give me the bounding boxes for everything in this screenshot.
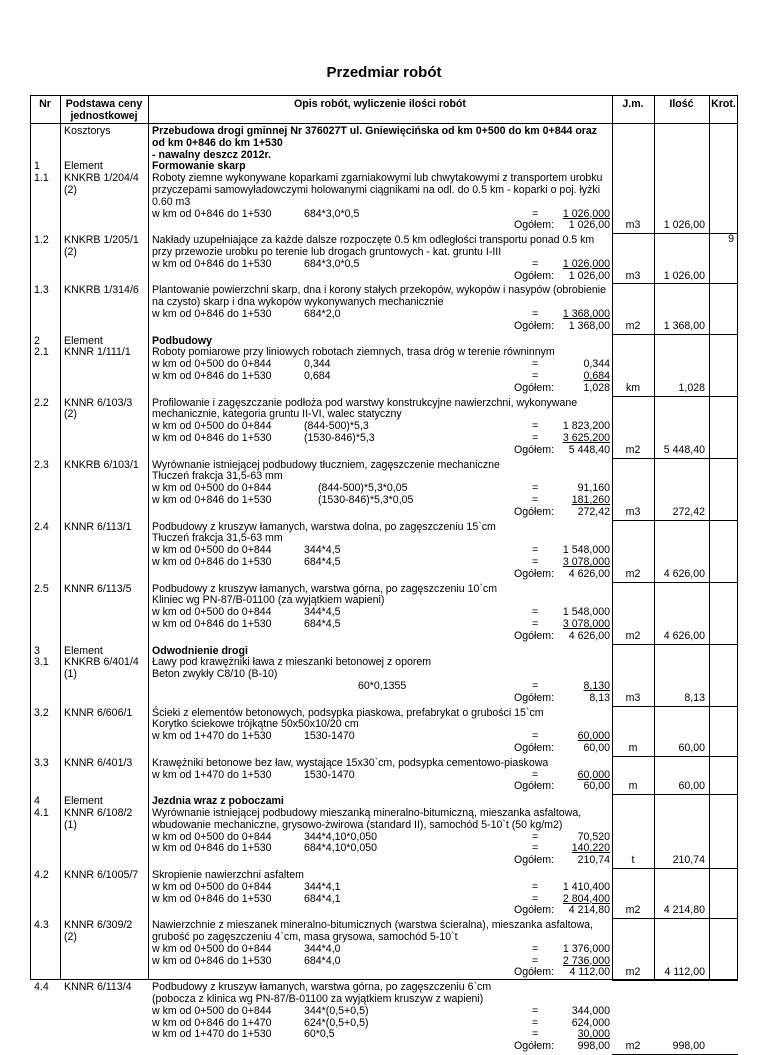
work-description: przy przewozie urobku po terenie lub drogach gruntowych - kat. gruntu I-III bbox=[152, 246, 502, 258]
calc-value: 60,000 bbox=[577, 730, 610, 743]
calc-range: w km od 0+500 do 0+844 bbox=[152, 420, 272, 433]
total-label: Ogółem: bbox=[514, 381, 555, 394]
work-description: wbudowanie mechaniczne, grysowo-żwirowa (standard II), samochód 5-10`t (50 kg/m2) bbox=[152, 818, 563, 831]
basis-code: KNNR 6/108/2 bbox=[64, 807, 133, 819]
quantity: 4 626,00 bbox=[663, 567, 705, 580]
basis-code: (2) bbox=[64, 246, 77, 258]
total-label: Ogółem: bbox=[514, 691, 555, 704]
unit: m bbox=[628, 742, 638, 754]
total-value: 4 112,00 bbox=[569, 966, 610, 979]
row-number: 3.3 bbox=[34, 756, 49, 769]
section-heading: Formowanie skarp bbox=[152, 160, 246, 173]
calc-range: w km od 0+846 do 1+530 bbox=[152, 432, 272, 444]
calc-value: 2 804,400 bbox=[562, 892, 610, 905]
calc-equals: = bbox=[532, 257, 542, 270]
quantity: 60,00 bbox=[678, 780, 705, 793]
calc-formula: 684*4,5 bbox=[304, 556, 341, 568]
work-description: Tłuczeń frakcja 31,5-63 mm bbox=[152, 470, 283, 483]
calc-equals: = bbox=[532, 432, 542, 444]
calc-range: w km od 0+846 do 1+530 bbox=[152, 842, 272, 855]
total-value: 60,00 bbox=[583, 780, 610, 793]
quantity: 1,028 bbox=[678, 381, 705, 394]
calc-equals: = bbox=[532, 420, 542, 433]
total-label: Ogółem: bbox=[514, 904, 555, 917]
header-description: Opis robót, wyliczenie ilości robót bbox=[294, 98, 466, 110]
total-value: 4 626,00 bbox=[568, 629, 610, 642]
total-label: Ogółem: bbox=[514, 966, 555, 979]
total-value: 60,00 bbox=[583, 742, 610, 754]
unit: m3 bbox=[625, 691, 641, 704]
total-value: 1 368,00 bbox=[568, 319, 610, 332]
total-value: 210,74 bbox=[577, 854, 610, 867]
project-title: - nawalny deszcz 2012r. bbox=[152, 148, 271, 161]
row-separator bbox=[612, 706, 738, 707]
total-value: 272,42 bbox=[577, 505, 610, 518]
total-label: Ogółem: bbox=[514, 567, 555, 580]
basis-code: KNNR 6/309/2 bbox=[64, 919, 133, 932]
total-label: Ogółem: bbox=[514, 780, 555, 793]
calc-formula: 344*(0,5+0,5) bbox=[304, 1004, 369, 1017]
header-unit: J.m. bbox=[622, 98, 644, 110]
row-number: 4.2 bbox=[34, 869, 49, 881]
row-number: 2.4 bbox=[34, 520, 49, 533]
total-label: Ogółem: bbox=[514, 742, 555, 754]
calc-equals: = bbox=[532, 544, 542, 557]
basis-code: KNNR 6/113/4 bbox=[64, 981, 132, 994]
row-separator bbox=[612, 520, 738, 521]
total-value: 4 214,80 bbox=[568, 904, 610, 917]
row-number: 2.3 bbox=[34, 458, 49, 471]
calc-value: 30,000 bbox=[577, 1028, 610, 1041]
calc-value: 70,520 bbox=[577, 830, 610, 843]
quantity: 1 026,00 bbox=[663, 269, 705, 282]
quantity: 1 368,00 bbox=[663, 319, 705, 332]
project-title: od km 0+846 do km 1+530 bbox=[152, 136, 283, 149]
calc-value: 2 736,000 bbox=[562, 954, 610, 967]
calc-value: 1 823,200 bbox=[562, 420, 610, 433]
project-title: Przebudowa drogi gminnej Nr 376027T ul. Gniewięcińska od km 0+500 do km 0+844 oraz bbox=[152, 125, 598, 137]
basis-code: KNKRB 6/103/1 bbox=[64, 458, 139, 471]
work-description: Korytko ściekowe trójkątne 50x50x10/20 cm bbox=[152, 718, 359, 731]
unit: m2 bbox=[625, 443, 641, 456]
unit: m2 bbox=[625, 567, 641, 580]
calc-value: 0,344 bbox=[583, 358, 610, 371]
work-description: Nakłady uzupełniające za każde dalsze rozpoczęte 0.5 km odległości transportu ponad 0.5 km bbox=[152, 234, 595, 247]
row-number: 2 bbox=[34, 334, 40, 347]
row-separator bbox=[612, 794, 738, 795]
row-number: 1.3 bbox=[34, 284, 49, 297]
calc-formula: 1530-1470 bbox=[304, 730, 355, 743]
row-separator bbox=[612, 644, 738, 645]
total-value: 5 448,40 bbox=[568, 443, 610, 456]
column-separator bbox=[709, 95, 710, 980]
work-description: Wyrównanie istniejącej podbudowy tłuczniem, zagęszczenie mechaniczne bbox=[152, 458, 500, 471]
header-quantity: Ilość bbox=[669, 98, 694, 110]
row-separator bbox=[612, 582, 738, 583]
basis-code: KNNR 6/113/1 bbox=[64, 520, 132, 533]
section-heading: Podbudowy bbox=[152, 334, 213, 347]
work-description: Tłuczeń frakcja 31,5-63 mm bbox=[152, 532, 283, 545]
unit: m2 bbox=[625, 966, 641, 979]
unit: m2 bbox=[625, 319, 641, 332]
work-description: Nawierzchnie z mieszanek mineralno-bitumicznych (warstwa ścieralna), mieszanka asfaltowa, bbox=[152, 919, 593, 932]
calc-equals: = bbox=[532, 954, 542, 967]
calc-formula: 344*4,0 bbox=[304, 942, 341, 955]
calc-value: 60,000 bbox=[577, 768, 610, 781]
work-description: Krawężniki betonowe bez ław, wystające 15x30`cm, podsypka cementowo-piaskowa bbox=[152, 756, 549, 769]
calc-value: 624,000 bbox=[571, 1016, 610, 1029]
calc-equals: = bbox=[532, 482, 542, 495]
quantity: 1 026,00 bbox=[663, 219, 705, 232]
basis-code: Element bbox=[64, 334, 103, 347]
calc-formula: 684*2,0 bbox=[304, 308, 341, 320]
quantity: 4 112,00 bbox=[664, 966, 705, 979]
work-description: grubość po zagęszczeniu 4`cm, masa grysowa, samochód 5-10`t bbox=[152, 931, 458, 943]
total-label: Ogółem: bbox=[514, 319, 555, 332]
calc-formula: 684*4,10*0,050 bbox=[304, 842, 378, 855]
kosztorys-label: Kosztorys bbox=[64, 125, 111, 137]
basis-code: (2) bbox=[64, 184, 77, 196]
basis-code: (2) bbox=[64, 408, 77, 421]
basis-code: Element bbox=[64, 795, 103, 808]
work-description: (pobocza z klinica wg PN-87/B-01100 za wyjątkiem kruszyw z wapieni) bbox=[152, 993, 484, 1005]
work-description: Wyrównanie istniejącej podbudowy mieszanką mineralno-bitumiczną, mieszanka asfaltowa, bbox=[152, 807, 582, 819]
calc-equals: = bbox=[532, 942, 542, 955]
quantity: 998,00 bbox=[672, 1040, 705, 1053]
unit: m2 bbox=[625, 1040, 641, 1053]
calc-range: w km od 0+846 do 1+530 bbox=[152, 370, 272, 382]
row-number: 4.4 bbox=[34, 981, 49, 994]
calc-range: w km od 0+846 do 1+530 bbox=[152, 892, 272, 905]
row-separator bbox=[612, 334, 738, 335]
calc-equals: = bbox=[532, 830, 542, 843]
calc-equals: = bbox=[532, 680, 542, 692]
row-number: 3.1 bbox=[34, 656, 49, 669]
work-description: Roboty ziemne wykonywane koparkami zgarniakowymi lub chwytakowymi z transportem urobku bbox=[152, 172, 603, 185]
calc-value: 8,130 bbox=[583, 680, 610, 692]
calc-range: w km od 0+846 do 1+530 bbox=[152, 257, 272, 270]
row-number: 2.5 bbox=[34, 582, 49, 595]
calc-formula: 60*0,1355 bbox=[358, 680, 407, 692]
row-separator bbox=[612, 918, 738, 919]
calc-equals: = bbox=[532, 494, 542, 506]
calc-formula: 1530-1470 bbox=[304, 768, 355, 781]
row-number: 2.2 bbox=[34, 396, 49, 409]
calc-range: w km od 0+846 do 1+530 bbox=[152, 308, 272, 320]
calc-range: w km od 1+470 do 1+530 bbox=[152, 768, 272, 781]
total-label: Ogółem: bbox=[514, 854, 555, 867]
work-description: Profilowanie i zagęszczanie podłoża pod warstwy konstrukcyjne nawierzchni, wykonywane bbox=[152, 396, 578, 409]
total-value: 1 026,00 bbox=[568, 219, 610, 232]
unit: m2 bbox=[625, 629, 641, 642]
calc-value: 181,260 bbox=[571, 494, 610, 506]
calc-formula: 344*4,5 bbox=[304, 544, 341, 557]
row-separator bbox=[612, 868, 738, 869]
column-separator bbox=[60, 95, 61, 980]
calc-formula: 624*(0,5+0,5) bbox=[304, 1016, 369, 1029]
calc-formula: 344*4,5 bbox=[304, 606, 341, 619]
calc-range: w km od 1+470 do 1+530 bbox=[152, 1028, 272, 1041]
calc-range: w km od 0+500 do 0+844 bbox=[152, 880, 272, 893]
header-basis: jednostkowej bbox=[70, 110, 138, 122]
page-title: Przedmiar robót bbox=[326, 64, 442, 81]
calc-range: w km od 1+470 do 1+530 bbox=[152, 730, 272, 743]
calc-value: 344,000 bbox=[571, 1004, 610, 1017]
calc-range: w km od 0+846 do 1+530 bbox=[152, 207, 272, 220]
row-number: 1 bbox=[34, 160, 40, 173]
basis-code: Element bbox=[64, 160, 103, 173]
basis-code: KNKRB 1/204/4 bbox=[64, 172, 139, 185]
calc-formula: 0,344 bbox=[304, 358, 331, 371]
work-description: Beton zwykły C8/10 (B-10) bbox=[152, 668, 278, 681]
calc-range: w km od 0+846 do 1+530 bbox=[152, 494, 272, 506]
calc-value: 3 078,000 bbox=[562, 556, 610, 568]
work-description: Kliniec wg PN-87/B-01100 (za wyjątkiem wapieni) bbox=[152, 594, 385, 607]
calc-value: 1 376,000 bbox=[562, 942, 610, 955]
row-separator bbox=[612, 756, 738, 757]
total-label: Ogółem: bbox=[514, 629, 555, 642]
calc-range: w km od 0+500 do 0+844 bbox=[152, 942, 272, 955]
quantity: 4 626,00 bbox=[663, 629, 705, 642]
total-value: 1 026,00 bbox=[568, 269, 610, 282]
row-number: 1.1 bbox=[34, 172, 49, 185]
work-description: Roboty pomiarowe przy liniowych robotach ziemnych, trasa dróg w terenie równinnym bbox=[152, 346, 555, 359]
calc-range: w km od 0+846 do 1+530 bbox=[152, 954, 272, 967]
calc-equals: = bbox=[532, 370, 542, 382]
work-description: Podbudowy z kruszyw łamanych, warstwa górna, po zagęszczeniu 10`cm bbox=[152, 582, 498, 595]
basis-code: KNKRB 6/401/4 bbox=[64, 656, 139, 669]
total-label: Ogółem: bbox=[514, 1040, 555, 1053]
total-label: Ogółem: bbox=[514, 219, 555, 232]
basis-code: KNKRB 1/205/1 bbox=[64, 234, 139, 247]
calc-formula: 684*4,1 bbox=[304, 892, 341, 905]
calc-value: 3 625,200 bbox=[562, 432, 610, 444]
row-number: 3.2 bbox=[34, 706, 49, 719]
calc-range: w km od 0+500 do 0+844 bbox=[152, 358, 272, 371]
calc-range: w km od 0+846 do 1+470 bbox=[152, 1016, 272, 1029]
quantity: 5 448,40 bbox=[663, 443, 705, 456]
calc-value: 1 548,000 bbox=[562, 544, 610, 557]
total-label: Ogółem: bbox=[514, 505, 555, 518]
header-basis: Podstawa ceny bbox=[65, 98, 143, 110]
section-heading: Odwodnienie drogi bbox=[152, 644, 248, 657]
calc-formula: 684*3,0*0,5 bbox=[304, 257, 360, 270]
calc-equals: = bbox=[532, 606, 542, 619]
total-label: Ogółem: bbox=[514, 269, 555, 282]
header-krot: Krot. bbox=[711, 98, 736, 110]
basis-code: (2) bbox=[64, 931, 77, 943]
work-description: 0.60 m3 bbox=[152, 195, 191, 208]
calc-value: 91,160 bbox=[577, 482, 610, 495]
basis-code: KNKRB 1/314/6 bbox=[64, 284, 139, 297]
row-separator bbox=[612, 396, 738, 397]
row-number: 2.1 bbox=[34, 346, 49, 359]
unit: m3 bbox=[625, 219, 641, 232]
basis-code: (1) bbox=[64, 668, 77, 681]
quantity: 60,00 bbox=[678, 742, 705, 754]
total-value: 998,00 bbox=[577, 1040, 610, 1053]
calc-formula: 0,684 bbox=[304, 370, 331, 382]
calc-formula: 344*4,10*0,050 bbox=[304, 830, 378, 843]
row-separator bbox=[612, 283, 738, 284]
calc-range: w km od 0+846 do 1+530 bbox=[152, 556, 272, 568]
calc-equals: = bbox=[532, 358, 542, 371]
work-description: Plantowanie powierzchni skarp, dna i korony stałych przekopów, wykopów i nasypów (obrobienie bbox=[152, 284, 607, 297]
calc-value: 3 078,000 bbox=[562, 618, 610, 630]
calc-value: 1 026,000 bbox=[562, 207, 610, 220]
unit: m2 bbox=[625, 904, 641, 917]
calc-value: 0,684 bbox=[583, 370, 610, 382]
column-separator bbox=[148, 95, 149, 980]
total-label: Ogółem: bbox=[514, 443, 555, 456]
calc-formula: (844-500)*5,3*0,05 bbox=[318, 482, 408, 495]
basis-code: KNNR 1/111/1 bbox=[64, 346, 131, 359]
unit: m bbox=[628, 780, 638, 793]
calc-equals: = bbox=[532, 207, 542, 220]
calc-formula: 60*0,5 bbox=[304, 1028, 335, 1041]
calc-equals: = bbox=[532, 880, 542, 893]
row-number: 4.3 bbox=[34, 919, 49, 932]
calc-value: 1 368,000 bbox=[562, 308, 610, 320]
unit: t bbox=[631, 854, 635, 867]
calc-equals: = bbox=[532, 556, 542, 568]
calc-range: w km od 0+846 do 1+530 bbox=[152, 618, 272, 630]
calc-formula: 684*3,0*0,5 bbox=[304, 207, 360, 220]
header-nr: Nr bbox=[39, 98, 51, 110]
calc-equals: = bbox=[532, 618, 542, 630]
work-description: na czysto) skarp i dna wykopów wykonywanych mechanicznie bbox=[152, 296, 444, 309]
calc-formula: 684*4,0 bbox=[304, 954, 341, 967]
calc-equals: = bbox=[532, 1016, 542, 1029]
work-description: mechanicznie, kategoria gruntu II-VI, walec statyczny bbox=[152, 408, 402, 421]
calc-formula: (1530-846)*5,3*0,05 bbox=[318, 494, 414, 506]
calc-value: 1 410,400 bbox=[562, 880, 610, 893]
basis-code: KNNR 6/606/1 bbox=[64, 706, 133, 719]
basis-code: Element bbox=[64, 644, 103, 657]
unit: m3 bbox=[625, 269, 641, 282]
calc-equals: = bbox=[532, 892, 542, 905]
calc-equals: = bbox=[532, 768, 542, 781]
total-value: 1,028 bbox=[583, 381, 610, 394]
row-number: 1.2 bbox=[34, 234, 49, 247]
header-separator bbox=[30, 123, 738, 124]
row-separator bbox=[612, 458, 738, 459]
work-description: Ławy pod krawężniki ława z mieszanki betonowej z oporem bbox=[152, 656, 432, 669]
calc-range: w km od 0+500 do 0+844 bbox=[152, 606, 272, 619]
calc-formula: 344*4,1 bbox=[304, 880, 341, 893]
work-description: Podbudowy z kruszyw łamanych, warstwa górna, po zagęszczeniu 6`cm bbox=[152, 981, 492, 994]
calc-formula: (1530-846)*5,3 bbox=[304, 432, 375, 444]
calc-value: 140,220 bbox=[571, 842, 610, 855]
work-description: Podbudowy z kruszyw łamanych, warstwa dolna, po zagęszczeniu 15`cm bbox=[152, 520, 496, 533]
work-description: Skropienie nawierzchni asfaltem bbox=[152, 869, 304, 881]
calc-formula: 684*4,5 bbox=[304, 618, 341, 630]
calc-range: w km od 0+500 do 0+844 bbox=[152, 544, 272, 557]
row-number: 3 bbox=[34, 644, 40, 657]
calc-range: w km od 0+500 do 0+844 bbox=[152, 482, 272, 495]
quantity: 210,74 bbox=[672, 854, 705, 867]
work-description: przyczepami samowyładowczymi holowanymi ciągnikami na odl. do 0.5 km - koparki o poj. łyżki bbox=[152, 184, 601, 196]
calc-equals: = bbox=[532, 1028, 542, 1041]
calc-equals: = bbox=[532, 730, 542, 743]
calc-formula: (844-500)*5,3 bbox=[304, 420, 369, 433]
basis-code: KNNR 6/1005/7 bbox=[64, 869, 139, 881]
basis-code: KNNR 6/113/5 bbox=[64, 582, 132, 595]
unit: m3 bbox=[625, 505, 641, 518]
row-number: 4.1 bbox=[34, 807, 49, 819]
row-number: 4 bbox=[34, 795, 40, 808]
calc-value: 1 026,000 bbox=[562, 257, 610, 270]
quantity: 4 214,80 bbox=[663, 904, 705, 917]
calc-equals: = bbox=[532, 842, 542, 855]
quantity: 272,42 bbox=[672, 505, 705, 518]
quantity: 8,13 bbox=[684, 691, 705, 704]
total-value: 4 626,00 bbox=[568, 567, 610, 580]
calc-equals: = bbox=[532, 1004, 542, 1017]
calc-value: 1 548,000 bbox=[562, 606, 610, 619]
unit: km bbox=[625, 381, 641, 394]
krot-value: 9 bbox=[728, 233, 734, 246]
calc-range: w km od 0+500 do 0+844 bbox=[152, 830, 272, 843]
total-value: 8,13 bbox=[589, 691, 610, 704]
basis-code: KNNR 6/401/3 bbox=[64, 756, 133, 769]
row-separator bbox=[612, 980, 738, 981]
section-heading: Jezdnia wraz z poboczami bbox=[152, 795, 284, 808]
calc-range: w km od 0+500 do 0+844 bbox=[152, 1004, 272, 1017]
basis-code: (1) bbox=[64, 818, 77, 831]
work-description: Ścieki z elementów betonowych, podsypka piaskowa, prefabrykat o grubości 15`cm bbox=[152, 706, 544, 719]
basis-code: KNNR 6/103/3 bbox=[64, 396, 133, 409]
calc-equals: = bbox=[532, 308, 542, 320]
